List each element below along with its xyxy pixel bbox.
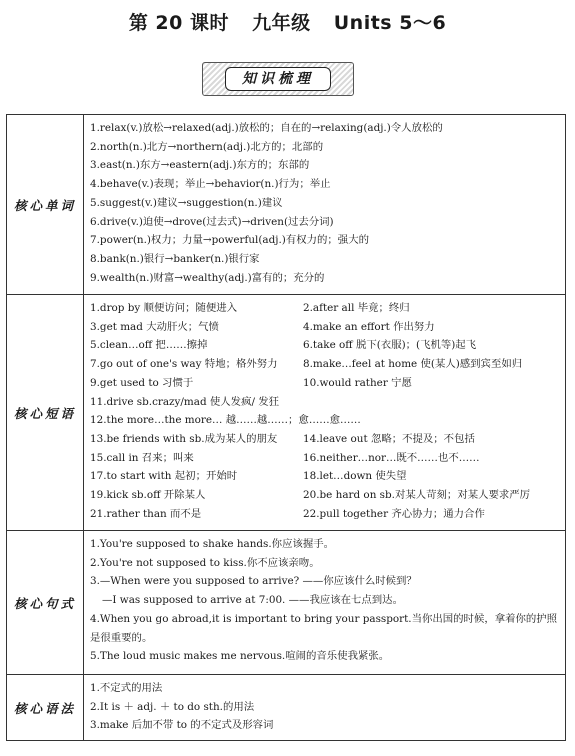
- list-item: 6.drive(v.)迫使→drove(过去式)→driven(过去分词): [90, 215, 334, 228]
- list-item: 8.bank(n.)银行→banker(n.)银行家: [90, 252, 260, 265]
- list-item: 17.to start with 起初；开始时: [90, 470, 238, 483]
- list-item-empty: [303, 393, 563, 412]
- list-item: 5.suggest(v.)建议→suggestion(n.)建议: [90, 196, 283, 209]
- list-item: 4.behave(v.)表现；举止→behavior(n.)行为；举止: [90, 178, 331, 191]
- grade-label: 九年级: [252, 12, 311, 34]
- list-item: 5.clean…off 把……擦掉: [90, 339, 208, 352]
- core-sentences-list: [84, 531, 566, 675]
- knowledge-table: [6, 114, 566, 741]
- list-item: 2.It is ＋ adj. ＋ to do sth.的用法: [90, 700, 255, 713]
- list-item: 11.drive sb.crazy/mad 使人发疯/ 发狂: [90, 395, 280, 408]
- list-item: 7.go out of one's way 特地；格外努力: [90, 358, 278, 371]
- list-item: 12.the more…the more… 越……越……；愈……愈……: [90, 414, 361, 427]
- list-item: 6.take off 脱下(衣服)；(飞机等)起飞: [303, 339, 477, 352]
- list-item: 8.make…feel at home 使(某人)感到宾至如归: [303, 358, 523, 371]
- list-item: 1.relax(v.)放松→relaxed(adj.)放松的；自在的→relaxing(adj.)令人放松的: [90, 122, 443, 134]
- row-label-core-sentences: 核心句式: [7, 531, 84, 675]
- list-item: 21.rather than 而不是: [90, 507, 202, 520]
- list-item: 3.—When were you supposed to arrive? ——你应该什么时候到？: [90, 575, 417, 588]
- list-item: 9.wealth(n.)财富→wealthy(adj.)富有的；充分的: [90, 271, 325, 284]
- list-item: 1.不定式的用法: [90, 682, 163, 694]
- list-item: 16.neither…nor…既不……也不……: [303, 451, 480, 464]
- list-item: 14.leave out 忽略；不提及；不包括: [303, 432, 475, 445]
- core-words-list: [84, 115, 566, 295]
- list-item: 2.north(n.)北方→northern(adj.)北方的；北部的: [90, 140, 324, 153]
- list-item: 4.When you go abroad,it is important to bring your passport.当你出国的时候，拿着你的护照是很重要的。: [90, 612, 558, 644]
- list-item: 5.The loud music makes me nervous.喧闹的音乐使我紧张。: [90, 650, 390, 663]
- list-item: 3.make 后加不带 to 的不定式及形容词: [90, 719, 274, 732]
- banner-label: 知识梳理: [225, 67, 331, 91]
- core-grammar-list: [84, 675, 566, 741]
- list-item: 22.pull together 齐心协力；通力合作: [303, 507, 485, 520]
- section-banner: [202, 62, 354, 96]
- page-title: [0, 8, 575, 35]
- row-label-core-grammar: 核心语法: [7, 675, 84, 741]
- list-item: 13.be friends with sb.成为某人的朋友: [90, 432, 278, 445]
- list-item: 3.get mad 大动肝火；气愤: [90, 320, 219, 333]
- row-label-core-phrases: 核心短语: [7, 295, 84, 531]
- core-phrases-list: [84, 295, 566, 531]
- units-label: Units 5～6: [333, 12, 447, 34]
- list-item: 3.east(n.)东方→eastern(adj.)东方的；东部的: [90, 159, 310, 172]
- list-item: 2.You're not supposed to kiss.你不应该亲吻。: [90, 556, 320, 569]
- list-item: 20.be hard on sb.对某人苛刻；对某人要求严厉: [303, 489, 531, 502]
- list-item: 19.kick sb.off 开除某人: [90, 489, 206, 502]
- list-item: 1.drop by 顺便访问；随便进入: [90, 302, 238, 314]
- list-item: 4.make an effort 作出努力: [303, 320, 435, 333]
- list-item-empty: [303, 411, 563, 430]
- list-item: 15.call in 召来；叫来: [90, 451, 194, 464]
- list-item: —I was supposed to arrive at 7:00. ——我应该在七点到达。: [102, 594, 403, 607]
- row-label-core-words: 核心单词: [7, 115, 84, 295]
- row-core-phrases: [7, 295, 566, 531]
- list-item: 7.power(n.)权力；力量→powerful(adj.)有权力的；强大的: [90, 234, 369, 247]
- list-item: 10.would rather 宁愿: [303, 376, 412, 389]
- row-core-words: [7, 115, 566, 295]
- list-item: 2.after all 毕竟；终归: [303, 302, 410, 314]
- lesson-number: 第 20 课时: [128, 12, 229, 34]
- list-item: 1.You're supposed to shake hands.你应该握手。: [90, 538, 335, 550]
- list-item: 9.get used to 习惯于: [90, 376, 194, 389]
- row-core-sentences: [7, 531, 566, 675]
- row-core-grammar: [7, 675, 566, 741]
- list-item: 18.let…down 使失望: [303, 470, 407, 483]
